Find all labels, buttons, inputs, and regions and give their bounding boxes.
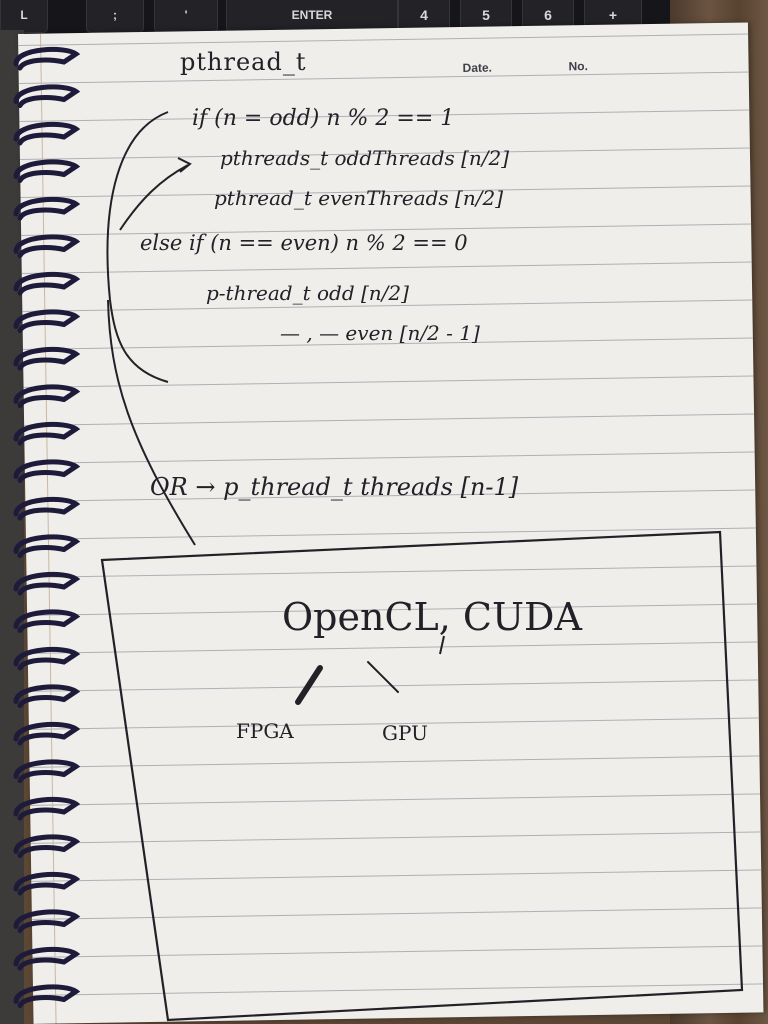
note-line-even-threads: pthread_t evenThreads [n/2] [214,186,504,210]
key-4: 4 [398,0,450,33]
box-left-branch-label: FPGA [236,719,294,743]
header-scribble: pthread_t [180,48,307,76]
key-enter: ENTER [226,0,398,33]
note-line-or-threads: OR → p_thread_t threads [n-1] [150,473,519,501]
arrow-to-or [108,300,195,545]
key-plus: + [584,0,642,33]
key-semicolon: ; [86,0,144,33]
box-right-branch-label: GPU [382,721,428,745]
key-l: L [0,0,48,33]
no-label: No. [568,59,589,74]
note-line-else-if-even: else if (n == even) n % 2 == 0 [140,231,468,255]
key-5: 5 [460,0,512,33]
note-line-if-odd: if (n = odd) n % 2 == 1 [192,106,455,131]
branch-stroke-right [368,662,398,692]
note-line-even-half-minus-one: — , — even [n/2 - 1] [280,321,480,345]
key-6: 6 [522,0,574,33]
arrow-to-odd-threads [120,158,190,230]
box-title: OpenCL, CUDA [282,595,582,639]
note-line-odd-threads: pthreads_t oddThreads [n/2] [220,146,510,170]
date-label: Date. [462,60,493,76]
note-line-odd-half: p-thread_t odd [n/2] [206,281,409,305]
branch-stroke-left [298,668,320,702]
key-quote: ' [154,0,218,33]
